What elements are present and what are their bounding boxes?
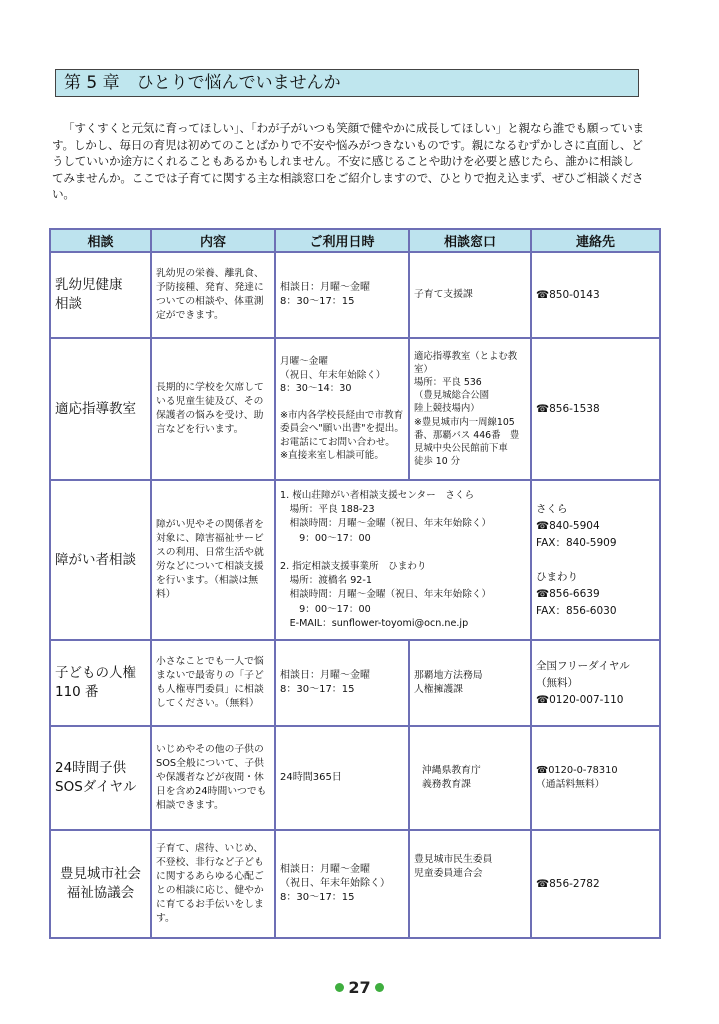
row-content: 小さなことでも一人で悩まないで最寄りの「子ども人権専門委員」に相談してください。（無料） bbox=[151, 640, 275, 726]
row-contact: さくら ☎840-5904 FAX：840-5909 ひまわり ☎856-6639 FAX：856-6030 bbox=[531, 480, 660, 640]
row-office: 子育て支援課 bbox=[409, 252, 531, 338]
page-number bbox=[0, 978, 719, 997]
row-contact: ☎856-1538 bbox=[531, 338, 660, 480]
row-content: 乳幼児の栄養、離乳食、予防接種、発育、発達についての相談や、体重測定ができます。 bbox=[151, 252, 275, 338]
table-row bbox=[50, 640, 660, 726]
row-schedule: 24時間365日 bbox=[275, 726, 409, 830]
row-schedule: 相談日：月曜～金曜 8：30～17：15 bbox=[275, 640, 409, 726]
row-topic: 適応指導教室 bbox=[50, 338, 151, 480]
row-topic: 豊見城市社会 福祉協議会 bbox=[50, 830, 151, 938]
row-content: いじめやその他の子供のSOS全般について、子供や保護者などが夜間・休日を含め24時間いつでも相談できます。 bbox=[151, 726, 275, 830]
row-schedule: 相談日：月曜～金曜 8：30～17：15 bbox=[275, 252, 409, 338]
table-row bbox=[50, 480, 660, 640]
row-schedule: 相談日：月曜～金曜 （祝日、年末年始除く） 8：30～17：15 bbox=[275, 830, 409, 938]
row-contact: ☎850-0143 bbox=[531, 252, 660, 338]
table-row bbox=[50, 726, 660, 830]
bullet-dot-icon bbox=[375, 983, 384, 992]
table-row bbox=[50, 252, 660, 338]
chapter-title: 第 5 章 ひとりで悩んでいませんか bbox=[55, 69, 639, 97]
table-header-row bbox=[50, 229, 660, 252]
page-number-label: 27 bbox=[348, 978, 371, 997]
row-content: 障がい児やその関係者を対象に、障害福祉サービスの利用、日常生活や就労などについて相談支援を行います。（相談は無料） bbox=[151, 480, 275, 640]
header-topic: 相談 bbox=[50, 229, 151, 252]
row-office: 沖縄県教育庁 義務教育課 bbox=[409, 726, 531, 830]
row-office: 適応指導教室（とよむ教室） 場所：平良 536 （豊見城総合公園 陸上競技場内） ※豊見城市内一周線105 番、那覇バス 446番 豊見城中央公民館前下車 徒歩 10 分 bbox=[409, 338, 531, 480]
row-schedule: 1. 桜山荘障がい者相談支援センター さくら 場所：平良 188-23 相談時間：月曜～金曜（祝日、年末年始除く） 9：00～17：00 2. 指定相談支援事業所 ひまわり 場所：渡橋名 92-1 相談時間：月曜～金曜（祝日、年末年始除く） 9：00～17：00 E-MAIL：sunflower-toyomi@ocn.ne.jp bbox=[275, 480, 531, 640]
intro-paragraph: 「すくすくと元気に育ってほしい」、「わが子がいつも笑顔で健やかに成長してほしい」と親なら誰でも願っています。しかし、毎日の育児は初めてのことばかりで不安や悩みがつきないものです。親になるむずかしさに直面し、どうしていいか途方にくれることもあるかもしれません。不安に感じることや助けを必要と感じたら、誰かに相談してみませんか。ここでは子育てに関する主な相談窓口をご紹介しますので、ひとりで抱え込まず、ぜひご相談ください。 bbox=[52, 121, 644, 202]
row-contact: 全国フリーダイヤル （無料） ☎0120-007-110 bbox=[531, 640, 660, 726]
row-topic: 子どもの人権 110 番 bbox=[50, 640, 151, 726]
row-content: 長期的に学校を欠席している児童生徒及び、その保護者の悩みを受け、助言などを行います。 bbox=[151, 338, 275, 480]
header-schedule: ご利用日時 bbox=[275, 229, 409, 252]
header-contact: 連絡先 bbox=[531, 229, 660, 252]
row-office: 那覇地方法務局 人権擁護課 bbox=[409, 640, 531, 726]
header-content: 内容 bbox=[151, 229, 275, 252]
header-office: 相談窓口 bbox=[409, 229, 531, 252]
row-contact: ☎0120-0-78310 （通話料無料） bbox=[531, 726, 660, 830]
row-office: 豊見城市民生委員 児童委員連合会 bbox=[409, 830, 531, 938]
consultation-table bbox=[49, 228, 661, 939]
row-content: 子育て、虐待、いじめ、不登校、非行など子どもに関するあらゆる心配ごとの相談に応じ、健やかに育てるお手伝いをします。 bbox=[151, 830, 275, 938]
row-schedule: 月曜～金曜 （祝日、年末年始除く） 8：30～14：30 ※市内各学校長経由で市教育委員会へ"願い出書"を提出。お電話にてお問い合わせ。 ※直接来室し相談可能。 bbox=[275, 338, 409, 480]
table-row bbox=[50, 830, 660, 938]
bullet-dot-icon bbox=[335, 983, 344, 992]
table-row bbox=[50, 338, 660, 480]
row-topic: 障がい者相談 bbox=[50, 480, 151, 640]
row-topic: 乳幼児健康 相談 bbox=[50, 252, 151, 338]
row-topic: 24時間子供 SOSダイヤル bbox=[50, 726, 151, 830]
row-contact: ☎856-2782 bbox=[531, 830, 660, 938]
